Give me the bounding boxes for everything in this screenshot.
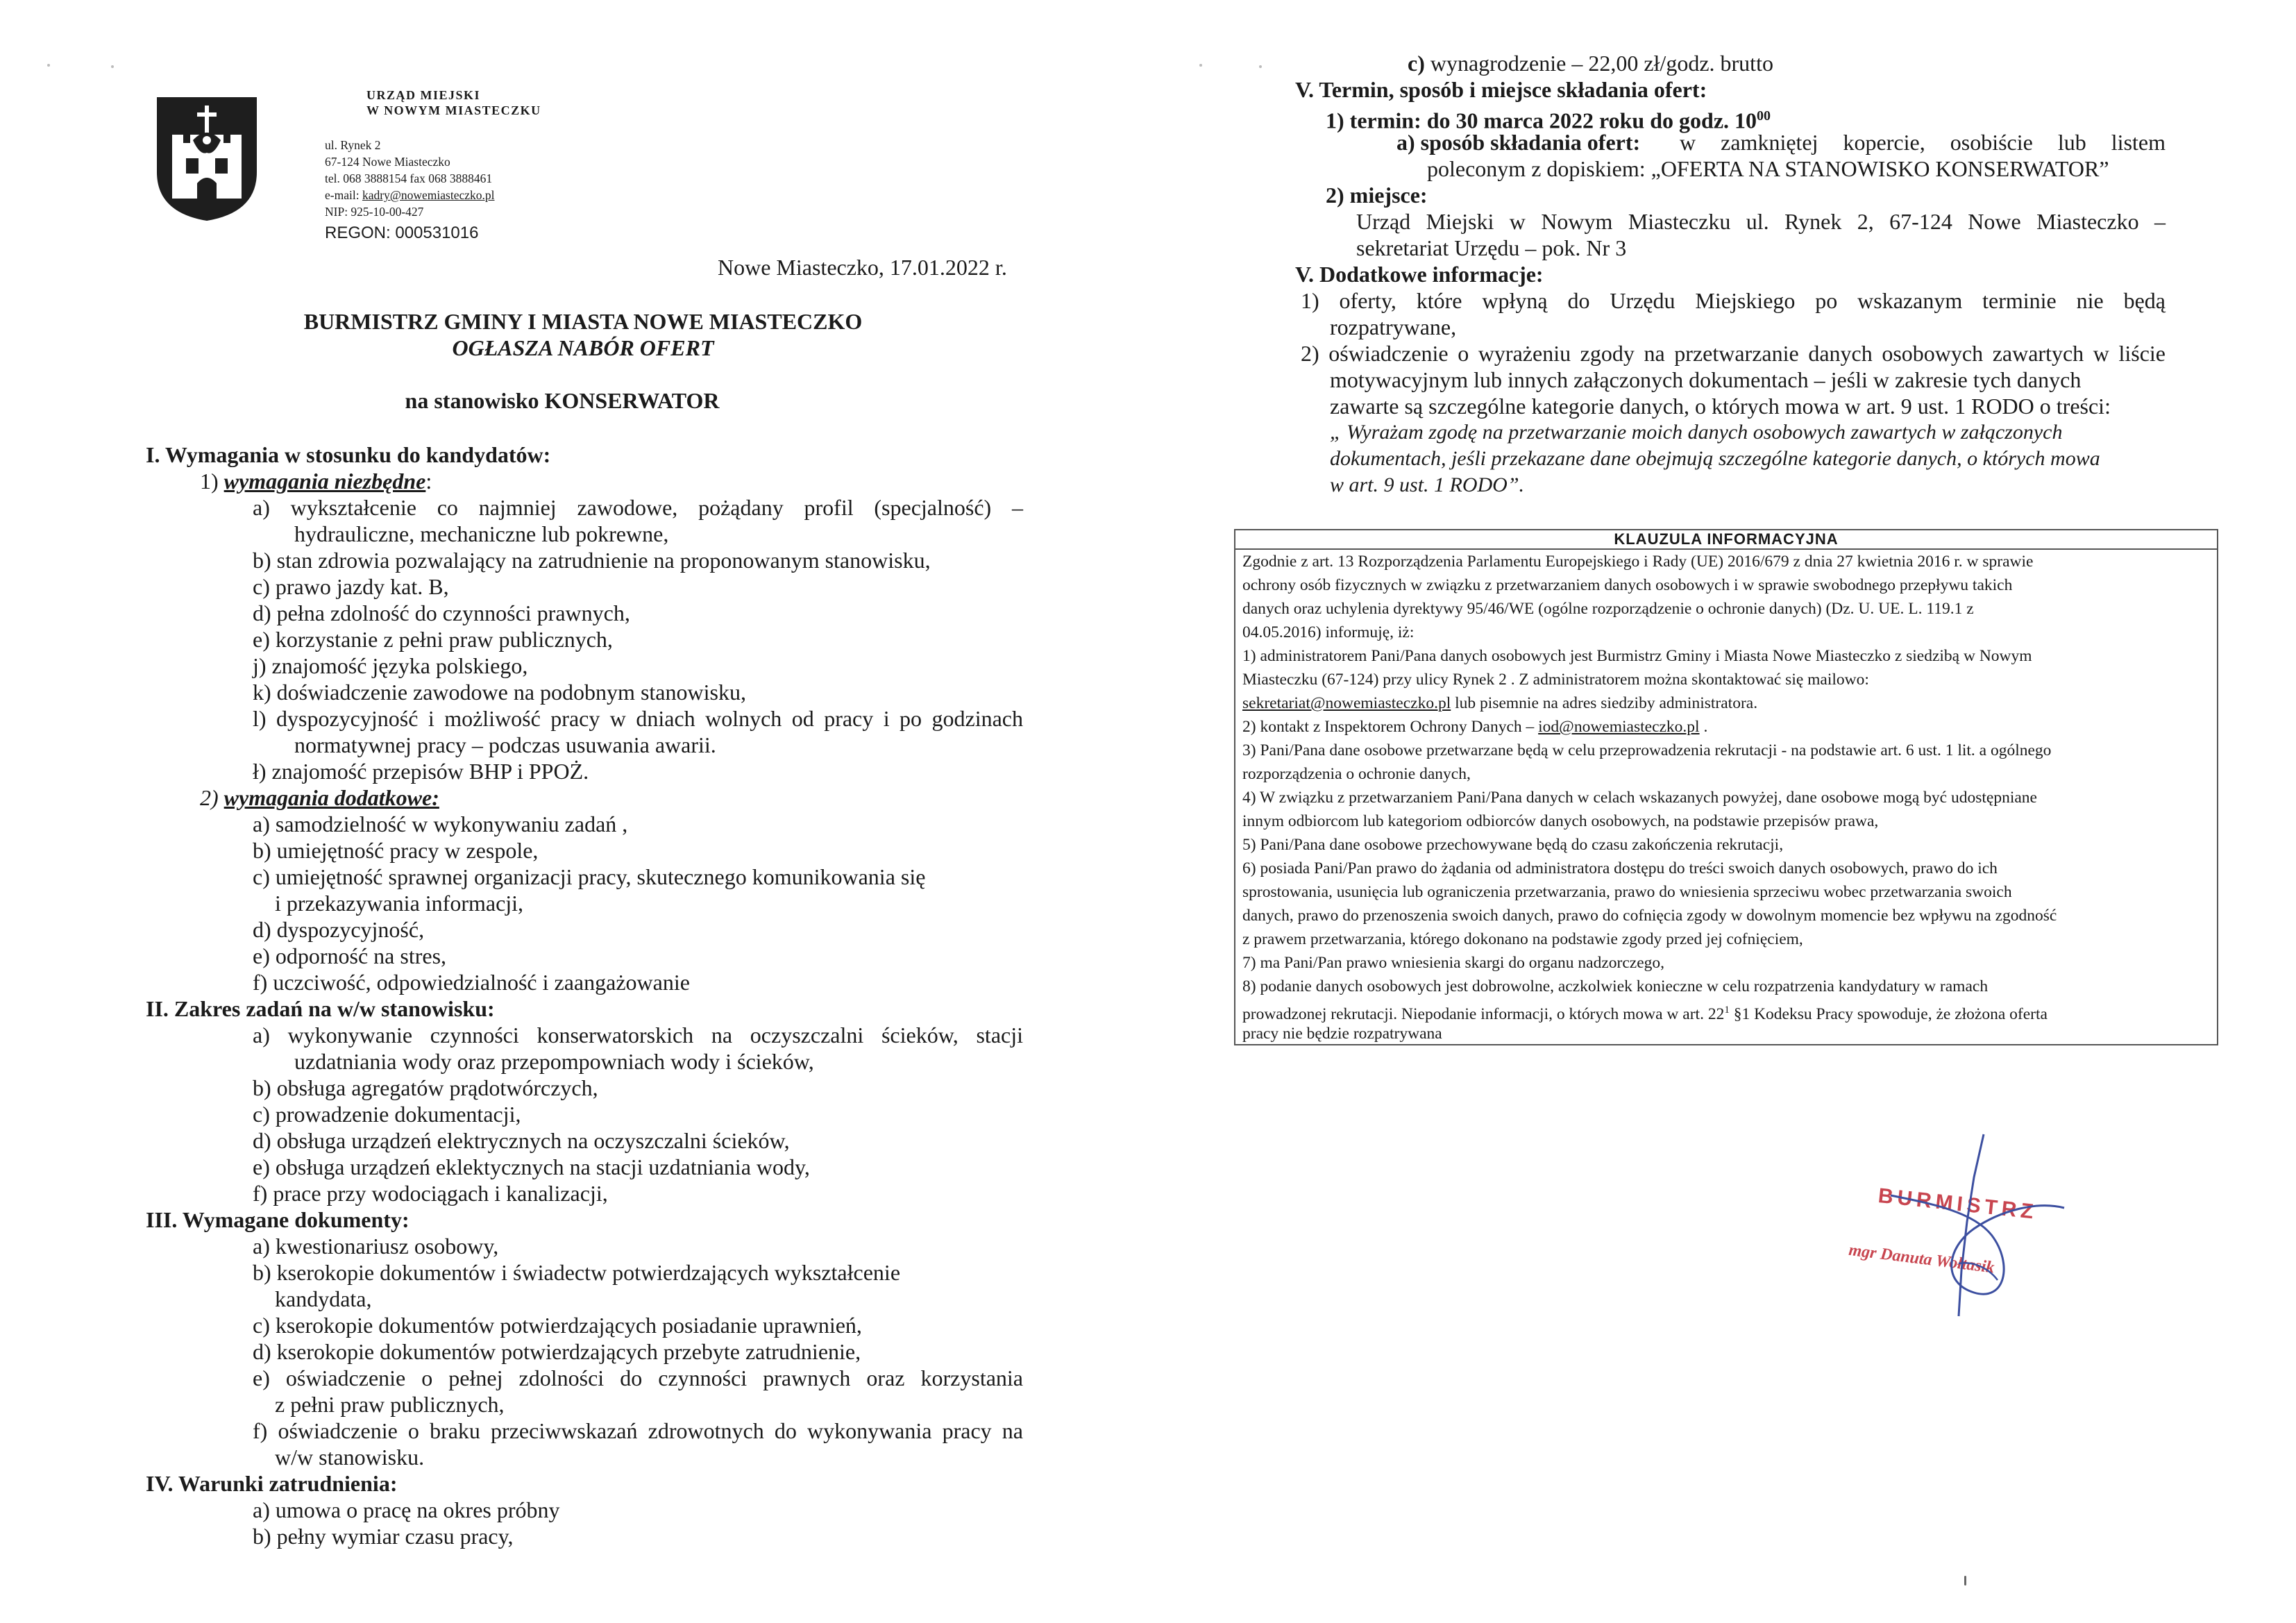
- section1-sub2: [200, 784, 439, 811]
- scan-speck: [111, 65, 114, 68]
- klauzula-line5: 1) administratorem Pani/Pana danych osobowych jest Burmistrz Gminy i Miasta Nowe Miasteczko z siedzibą w Nowym: [1242, 647, 2032, 665]
- klauzula-line18: 7) ma Pani/Pan prawo wniesienia skargi do organu nadzorczego,: [1242, 954, 1665, 972]
- s2-item-a-2: uzdatniania wody oraz przepompowniach wody i ścieków,: [294, 1049, 814, 1074]
- klauzula-title: KLAUZULA INFORMACYJNA: [1614, 530, 1839, 548]
- s3-item-d: d) kserokopie dokumentów potwierdzających przebyte zatrudnienie,: [253, 1339, 861, 1364]
- stamp-title: BURMISTRZ: [1877, 1184, 2039, 1224]
- office-email-line: [325, 187, 495, 203]
- klauzula-line7: [1242, 691, 1757, 716]
- s4-item-a: a) umowa o pracę na okres próbny: [253, 1497, 560, 1522]
- s3-item-f-2: w/w stanowisku.: [275, 1445, 425, 1470]
- klauzula-line7-rest: lub pisemnie na adres siedziby administratora.: [1451, 694, 1758, 712]
- s6-item1-line2: rozpatrywane,: [1330, 314, 1457, 339]
- scan-speck: [1259, 65, 1262, 68]
- s3-item-e-2: z pełni praw publicznych,: [275, 1392, 505, 1417]
- s5-method-line1: [1396, 129, 2166, 155]
- scan-speck: [47, 64, 50, 67]
- s3-item-c: c) kserokopie dokumentów potwierdzających posiadanie uprawnień,: [253, 1313, 862, 1338]
- klauzula-line13: 5) Pani/Pana dane osobowe przechowywane będą do czasu zakończenia rekrutacji,: [1242, 836, 1784, 854]
- sekretariat-email-link[interactable]: sekretariat@nowemiasteczko.pl: [1242, 694, 1451, 712]
- s1-sub2-a: a) samodzielność w wykonywaniu zadań ,: [253, 812, 628, 836]
- s5-method-line2: poleconym z dopiskiem: „OFERTA NA STANOWISKO KONSERWATOR”: [1427, 156, 2109, 181]
- section3-heading: III. Wymagane dokumenty:: [146, 1207, 410, 1232]
- s1-sub2-c-2: i przekazywania informacji,: [275, 891, 524, 916]
- office-regon: REGON: 000531016: [325, 224, 479, 242]
- s1-sub2-d: d) dyspozycyjność,: [253, 917, 425, 942]
- sub2-label: wymagania dodatkowe:: [223, 785, 439, 810]
- s2-item-f: f) prace przy wodociągach i kanalizacji,: [253, 1181, 608, 1206]
- klauzula-line20-sup: 1: [1724, 1004, 1730, 1016]
- s1-item-b: b) stan zdrowia pozwalający na zatrudnienie na proponowanym stanowisku,: [253, 548, 931, 573]
- klauzula-line8: [1242, 715, 1707, 739]
- section1-heading: I. Wymagania w stosunku do kandydatów:: [146, 442, 551, 467]
- sub1-number: 1): [200, 469, 219, 494]
- s5-method-label: a) sposób składania ofert:: [1396, 130, 1641, 155]
- section5-heading: V. Termin, sposób i miejsce składania ofert:: [1295, 77, 1707, 102]
- s5-method-text: w zamkniętej kopercie, osobiście lub listem: [1680, 130, 2166, 155]
- klauzula-line16: danych, prawo do przenoszenia swoich danych, prawo do cofnięcia zgody w dowolnym momencie bez wpływu na zgodność: [1242, 907, 2057, 925]
- klauzula-line11: 4) W związku z przetwarzaniem Pani/Pana danych w celach wskazanych powyżej, dane osobowe mogą być udostępniane: [1242, 789, 2037, 807]
- klauzula-line21: pracy nie będzie rozpatrywana: [1242, 1025, 1442, 1043]
- s5-place-line1: Urząd Miejski w Nowym Miasteczku ul. Rynek 2, 67-124 Nowe Miasteczko –: [1356, 209, 2166, 234]
- sub1-label: wymagania niezbędne: [223, 469, 426, 494]
- s6-item2-line1: 2) oświadczenie o wyrażeniu zgody na przetwarzanie danych osobowych zawartych w liście: [1301, 341, 2166, 366]
- s4-item-c-text: wynagrodzenie – 22,00 zł/godz. brutto: [1424, 51, 1773, 76]
- s6-quote-line3: w art. 9 ust. 1 RODO”.: [1330, 473, 1525, 496]
- s1-item-e: e) korzystanie z pełni praw publicznych,: [253, 627, 613, 652]
- s1-item-k: k) doświadczenie zawodowe na podobnym stanowisku,: [253, 680, 746, 705]
- title-line3: na stanowisko KONSERWATOR: [405, 388, 720, 413]
- s1-sub2-e: e) odporność na stres,: [253, 943, 447, 968]
- s1-item-l-1: l) dyspozycyjność i możliwość pracy w dniach wolnych od pracy i po godzinach: [253, 706, 1023, 731]
- document-date: Nowe Miasteczko, 17.01.2022 r.: [718, 255, 1007, 280]
- s2-item-a-1: a) wykonywanie czynności konserwatorskich na oczyszczalni ścieków, stacji: [253, 1023, 1023, 1048]
- email-label: e-mail:: [325, 188, 362, 202]
- s1-item-a-1: a) wykształcenie co najmniej zawodowe, pożądany profil (specjalność) –: [253, 495, 1023, 520]
- klauzula-line4: 04.05.2016) informuję, iż:: [1242, 623, 1415, 641]
- sub2-number: 2): [200, 785, 219, 810]
- s5-place-line2: sekretariat Urzędu – pok. Nr 3: [1356, 235, 1627, 260]
- section6-heading: V. Dodatkowe informacje:: [1295, 262, 1544, 287]
- signature-icon: [1870, 1132, 2078, 1326]
- s1-item-d: d) pełna zdolność do czynności prawnych,: [253, 600, 630, 625]
- s6-item1-line1: 1) oferty, które wpłyną do Urzędu Miejskiego po wskazanym terminie nie będą: [1301, 288, 2166, 313]
- section1-sub1: [200, 468, 432, 494]
- s6-item2-line2: motywacyjnym lub innych załączonych dokumentach – jeśli w zakresie tych danych: [1330, 367, 2082, 392]
- s2-item-c: c) prowadzenie dokumentacji,: [253, 1102, 521, 1127]
- s1-sub2-f: f) uczciwość, odpowiedzialność i zaangażowanie: [253, 970, 690, 995]
- s6-quote-line2: dokumentach, jeśli przekazane dane obejmują szczególne kategorie danych, o których mowa: [1330, 447, 2100, 470]
- s1-item-j: j) znajomość języka polskiego,: [253, 653, 528, 678]
- section4-heading: IV. Warunki zatrudnienia:: [146, 1471, 398, 1496]
- s3-item-e-1: e) oświadczenie o pełnej zdolności do czynności prawnych oraz korzystania: [253, 1365, 1023, 1390]
- office-phone: tel. 068 3888154 fax 068 3888461: [325, 171, 493, 185]
- s3-item-a: a) kwestionariusz osobowy,: [253, 1234, 499, 1259]
- s1-item-l-2: normatywnej pracy – podczas usuwania awarii.: [294, 732, 716, 757]
- klauzula-line14: 6) posiada Pani/Pan prawo do żądania od administratora dostępu do treści swoich danych osobowych, prawo do ich: [1242, 859, 1998, 877]
- s4-item-c-label: c): [1408, 51, 1425, 76]
- office-nip: NIP: 925-10-00-427: [325, 205, 424, 219]
- s2-item-e: e) obsługa urządzeń eklektycznych na stacji uzdatniania wody,: [253, 1154, 810, 1179]
- office-email-link[interactable]: kadry@nowemiasteczko.pl: [362, 188, 495, 202]
- s1-sub2-b: b) umiejętność pracy w zespole,: [253, 838, 539, 863]
- s5-term-minutes: 00: [1757, 108, 1771, 124]
- office-name-line2: W NOWYM MIASTECZKU: [366, 103, 541, 117]
- s5-place-label: 2) miejsce:: [1326, 183, 1428, 208]
- s1-item-l-stroke: ł) znajomość przepisów BHP i PPOŻ.: [253, 759, 589, 784]
- coat-of-arms-icon: [154, 94, 260, 224]
- s4-item-c: [1408, 50, 1773, 76]
- sub1-colon: :: [425, 469, 432, 494]
- klauzula-line15: sprostowania, usunięcia lub ograniczenia przetwarzania, prawo do wniesienia sprzeciwu wobec przetwarzania swoich: [1242, 883, 2012, 901]
- title-line1: BURMISTRZ GMINY I MIASTA NOWE MIASTECZKO: [303, 309, 863, 334]
- klauzula-line9: 3) Pani/Pana dane osobowe przetwarzane będą w celu przeprowadzenia rekrutacji - na podstawie art. 6 ust. 1 lit. a ogólnego: [1242, 741, 2052, 759]
- s1-sub2-c-1: c) umiejętność sprawnej organizacji pracy, skutecznego komunikowania się: [253, 864, 926, 889]
- klauzula-line10: rozporządzenia o ochronie danych,: [1242, 765, 1471, 783]
- office-address: ul. Rynek 2: [325, 138, 381, 152]
- s3-item-b-2: kandydata,: [275, 1286, 372, 1311]
- klauzula-line3: danych oraz uchylenia dyrektywy 95/46/WE (ogólne rozporządzenie o ochronie danych) (Dz. U. UE. L. 119.1 z: [1242, 600, 1974, 618]
- klauzula-line8-pre: 2) kontakt z Inspektorem Ochrony Danych –: [1242, 718, 1539, 736]
- klauzula-line12: innym odbiorcom lub kategoriom odbiorców danych osobowych, na podstawie przepisów prawa,: [1242, 812, 1879, 830]
- klauzula-line2: ochrony osób fizycznych w związku z przetwarzaniem danych osobowych i w sprawie swobodnego przepływu takich: [1242, 576, 2013, 594]
- s2-item-b: b) obsługa agregatów prądotwórczych,: [253, 1075, 598, 1100]
- klauzula-line20-pre: prowadzonej rekrutacji. Niepodanie informacji, o których mowa w art. 22: [1242, 1004, 1725, 1023]
- s1-item-c: c) prawo jazdy kat. B,: [253, 574, 449, 599]
- s2-item-d: d) obsługa urządzeń elektrycznych na oczyszczalni ścieków,: [253, 1128, 790, 1153]
- s4-item-b: b) pełny wymiar czasu pracy,: [253, 1524, 514, 1549]
- s6-item2-line3: zawarte są szczególne kategorie danych, o których mowa w art. 9 ust. 1 RODO o treści:: [1330, 394, 2111, 419]
- office-postal: 67-124 Nowe Miasteczko: [325, 155, 450, 169]
- scan-mark: [1964, 1576, 1966, 1586]
- stamp-name: mgr Danuta Wołtasik: [1848, 1241, 1995, 1277]
- klauzula-line1: Zgodnie z art. 13 Rozporządzenia Parlamentu Europejskiego i Rady (UE) 2016/679 z dnia 27 kwietnia 2016 r. w sprawie: [1242, 553, 2034, 571]
- s3-item-b-1: b) kserokopie dokumentów i świadectw potwierdzających wykształcenie: [253, 1260, 901, 1285]
- klauzula-line19: 8) podanie danych osobowych jest dobrowolne, aczkolwiek konieczne w celu rozpatrzenia kandydatury w ramach: [1242, 977, 1989, 995]
- title-line2: OGŁASZA NABÓR OFERT: [452, 335, 714, 360]
- section2-heading: II. Zakres zadań na w/w stanowisku:: [146, 996, 495, 1021]
- s1-item-a-2: hydrauliczne, mechaniczne lub pokrewne,: [294, 521, 669, 546]
- s6-quote-line1: „ Wyrażam zgodę na przetwarzanie moich danych osobowych zawartych w załączonych: [1330, 421, 2063, 444]
- scan-speck: [1199, 64, 1202, 67]
- s3-item-f-1: f) oświadczenie o braku przeciwwskazań zdrowotnych do wykonywania pracy na: [253, 1418, 1023, 1443]
- klauzula-line8-post: .: [1699, 718, 1708, 736]
- s5-term-text: 1) termin: do 30 marca 2022 roku do godz. 10: [1326, 108, 1757, 133]
- klauzula-line6: Miasteczku (67-124) przy ulicy Rynek 2 . Z administratorem można skontaktować się mailowo:: [1242, 671, 1869, 689]
- office-name-line1: URZĄD MIEJSKI: [366, 88, 481, 102]
- page-right: [1148, 0, 2296, 1623]
- iod-email-link[interactable]: iod@nowemiasteczko.pl: [1538, 718, 1700, 736]
- klauzula-line17: z prawem przetwarzania, którego dokonano na podstawie zgody przed jej cofnięciem,: [1242, 930, 1803, 948]
- klauzula-line20-post: §1 Kodeksu Pracy spowoduje, że złożona oferta: [1729, 1004, 2048, 1023]
